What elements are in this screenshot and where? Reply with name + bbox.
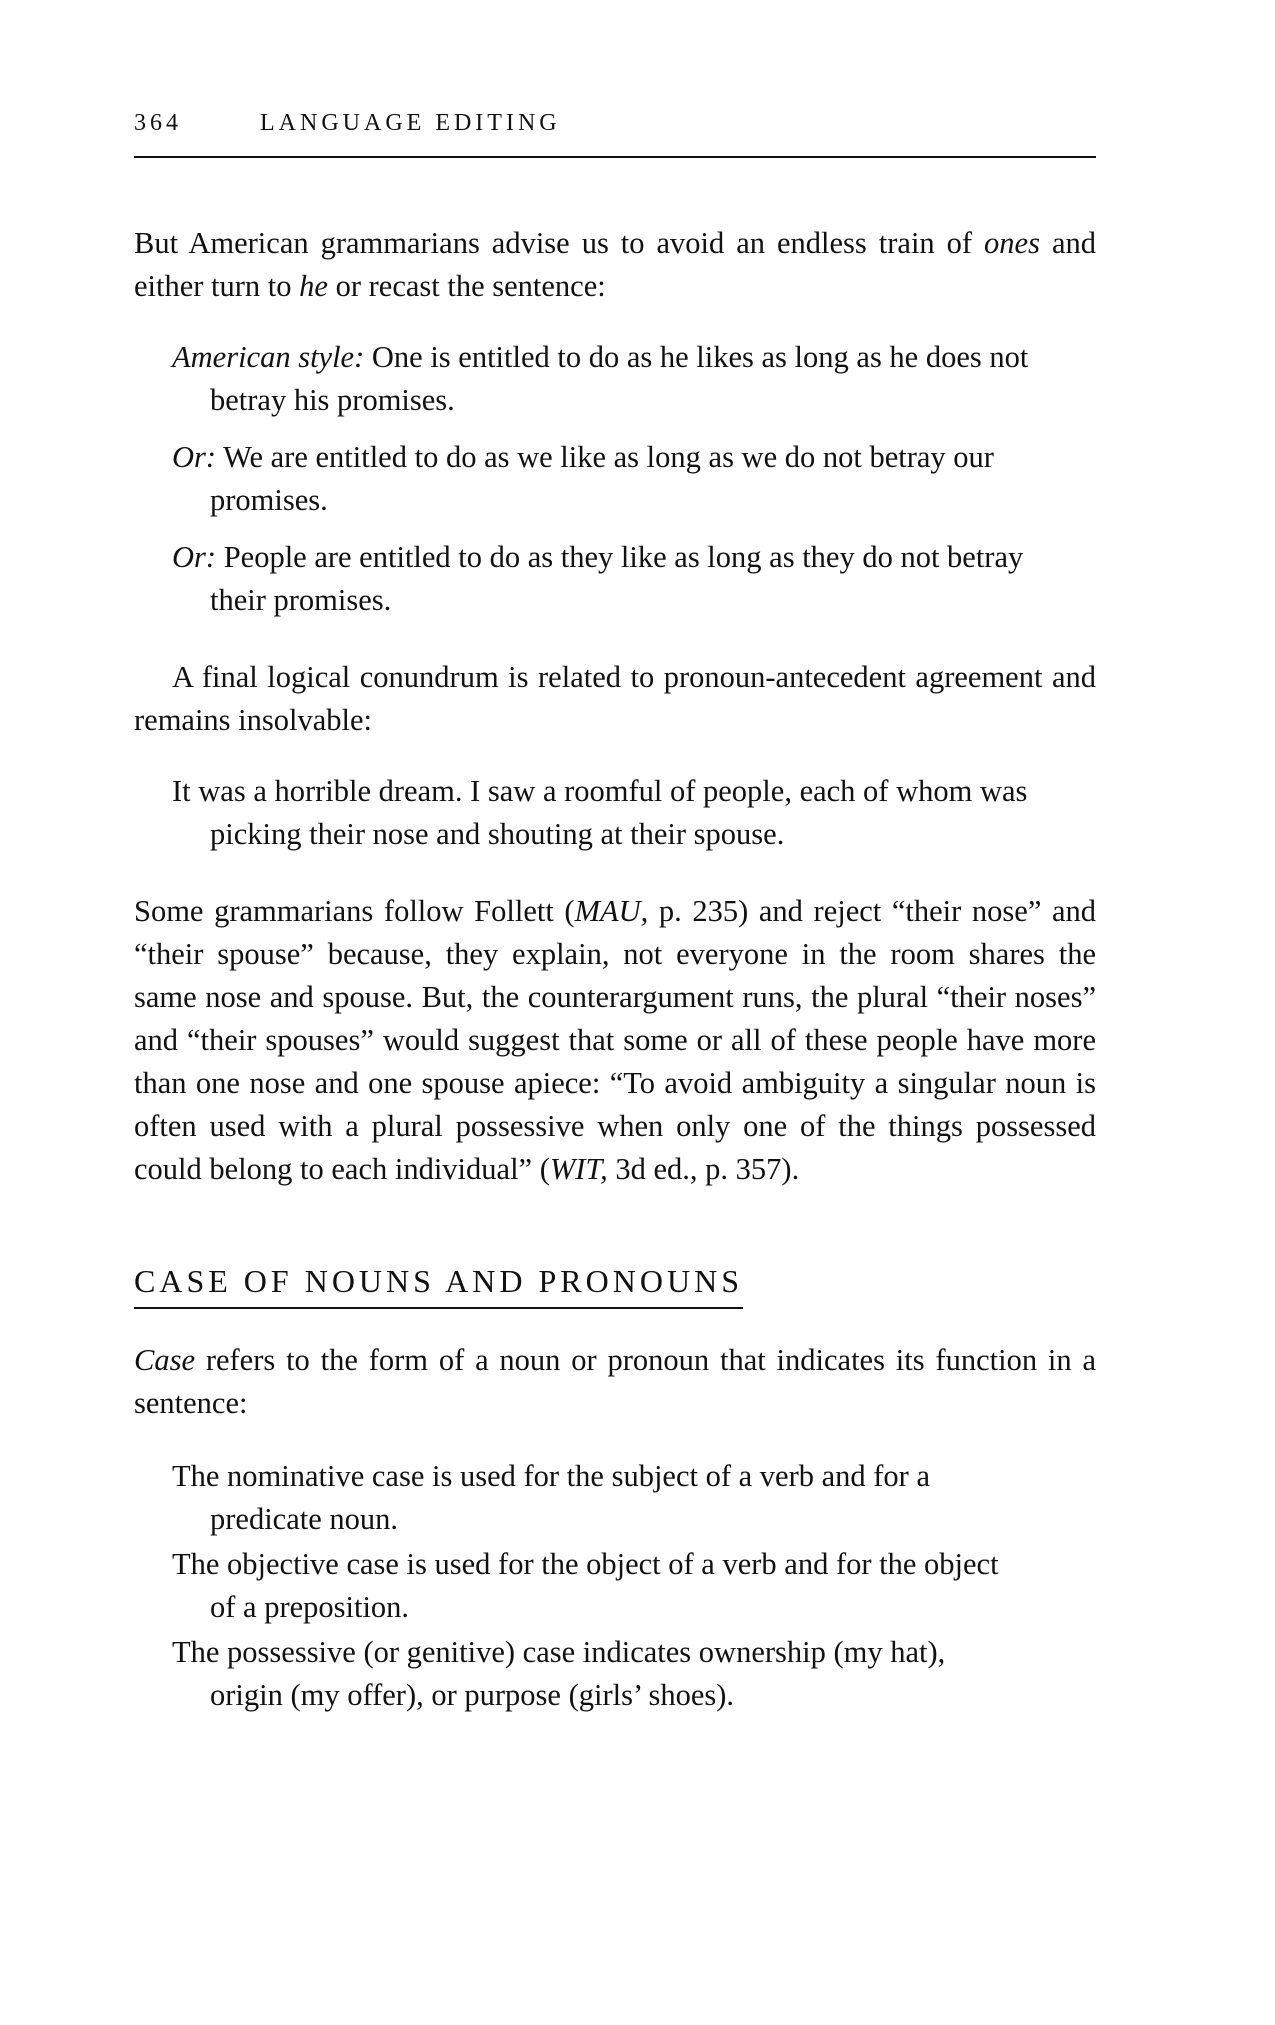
paragraph-case-definition: [134, 1339, 1096, 1425]
case-item-possessive: The possessive (or genitive) case indicates ownership (my hat), origin (my offer), or purpose (girls’ shoes).: [172, 1635, 946, 1712]
example-text: We are entitled to do as we like as long as we do not betray our promises.: [210, 440, 994, 517]
section-heading: CASE OF NOUNS AND PRONOUNS: [134, 1263, 743, 1309]
p3-text-3: 3d ed., p. 357).: [607, 1152, 800, 1186]
example-block-horrible-dream: [172, 770, 1056, 856]
p1-italic-he: he: [299, 269, 328, 303]
p1-italic-ones: ones: [984, 226, 1040, 260]
page-content: [134, 222, 1096, 1717]
book-page: [134, 110, 1096, 1719]
example-text: People are entitled to do as they like as long as they do not betray their promises.: [210, 540, 1024, 617]
p3-text-2: p. 235) and reject “their nose” and “their spouse” because, they explain, not everyone in the room shares the same nose and spouse. But, the counterargument runs, the plural “their noses” and “their spouses” would suggest that some or all of these people have more than one nose and one spouse apiece: “To avoid ambiguity a singular noun is often used with a plural possessive when only one of the things possessed could belong to each individual” (: [134, 894, 1097, 1186]
paragraph-follett: [134, 890, 1096, 1191]
page-number: 364: [134, 110, 182, 136]
paragraph-american-grammarians: [134, 222, 1096, 308]
example-label: American style:: [172, 340, 365, 374]
example-text: One is entitled to do as he likes as long as he does not betray his promises.: [210, 340, 1029, 417]
example-block-american-style: [172, 336, 1056, 622]
case-item-nominative: The nominative case is used for the subject of a verb and for a predicate noun.: [172, 1459, 930, 1536]
case-item-objective: The objective case is used for the object of a verb and for the object of a preposition.: [172, 1547, 999, 1624]
p4-italic-case: Case: [134, 1343, 195, 1377]
example-label: Or:: [172, 440, 217, 474]
running-head: [134, 110, 1096, 158]
example-or-we: [172, 436, 1056, 522]
p1-text-3: or recast the sentence:: [327, 269, 606, 303]
p3-italic-mau: MAU,: [574, 894, 649, 928]
example-horrible-dream: It was a horrible dream. I saw a roomful of people, each of whom was picking their nose and shouting at their spouse.: [172, 774, 1028, 851]
running-title: LANGUAGE EDITING: [260, 110, 561, 136]
p4-text-1: refers to the form of a noun or pronoun that indicates its function in a sentence:: [134, 1343, 1096, 1420]
case-list: [172, 1455, 1016, 1717]
example-american-style: [172, 336, 1056, 422]
paragraph-logical-conundrum: A final logical conundrum is related to pronoun-antecedent agreement and remains insolvable:: [134, 660, 1096, 737]
p1-text-2: and either turn to: [134, 226, 1096, 303]
p1-text-1: But American grammarians advise us to avoid an endless train of: [134, 226, 985, 260]
p3-italic-wit: WIT,: [549, 1152, 608, 1186]
example-label: Or:: [172, 540, 217, 574]
example-or-people: [172, 536, 1056, 622]
p3-text-1: Some grammarians follow Follett (: [134, 894, 575, 928]
